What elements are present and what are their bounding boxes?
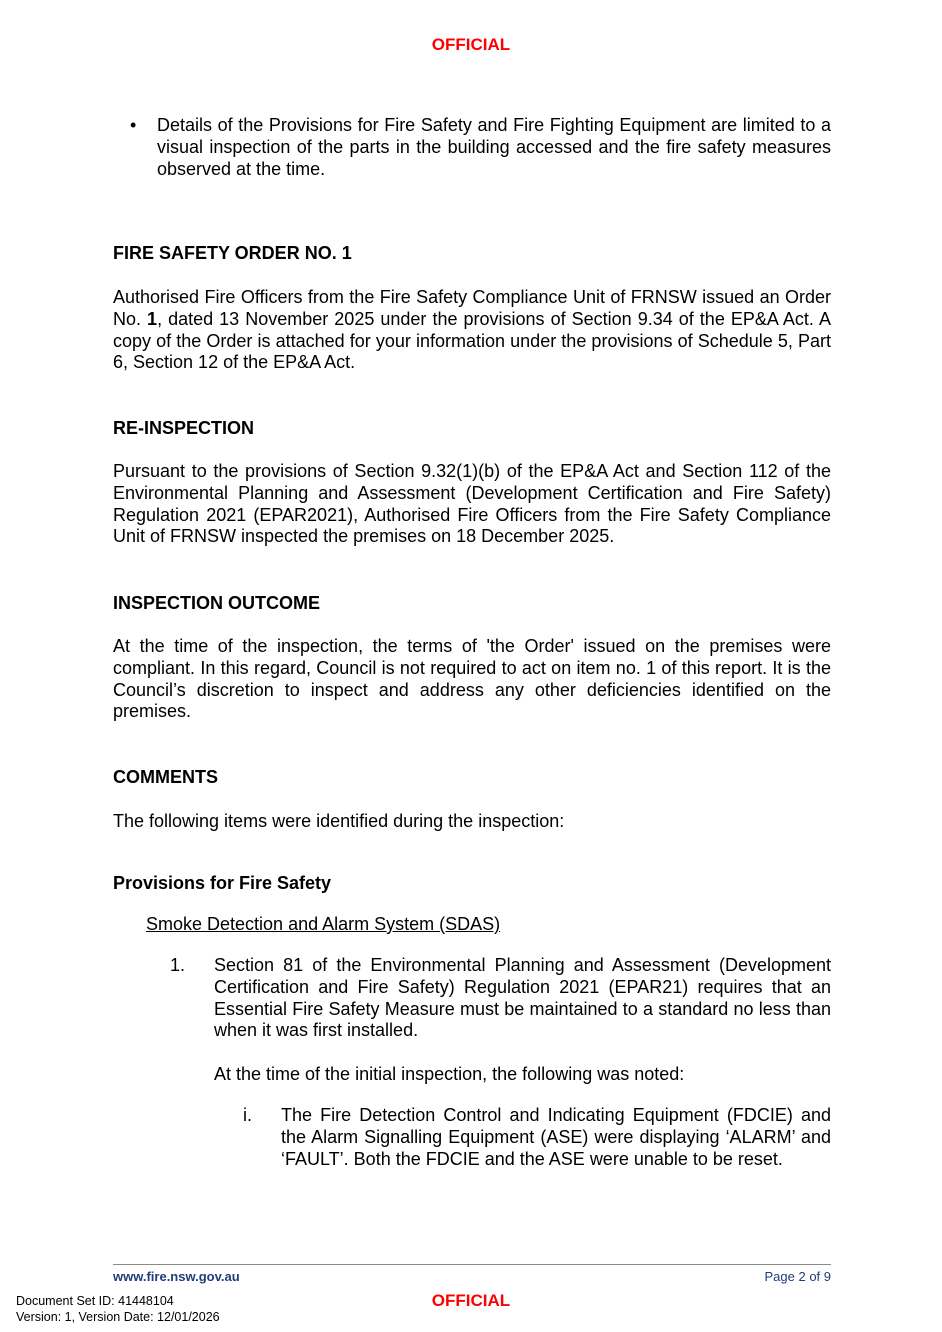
classification-header: OFFICIAL — [431, 35, 511, 54]
footer-divider — [113, 1264, 831, 1265]
subitem-number: i. — [243, 1105, 252, 1125]
section-heading-comments: COMMENTS — [113, 767, 218, 787]
document-version: Version: 1, Version Date: 12/01/2026 — [16, 1310, 220, 1324]
footer-url: www.fire.nsw.gov.au — [113, 1269, 240, 1284]
section-heading-reinspection: RE-INSPECTION — [113, 418, 255, 438]
section-body-outcome: At the time of the inspection, the terms of 'the Order' issued on the premises were compliant. In this regard, Council is not required to act on item no. 1 of this report. It is the Council’s discretion to inspect and address any other deficiencies identified on the premises. — [113, 636, 831, 722]
section-heading-order: FIRE SAFETY ORDER NO. 1 — [113, 243, 352, 263]
subitem-text: The Fire Detection Control and Indicating Equipment (FDCIE) and the Alarm Signalling Equipment (ASE) were displaying ‘ALARM’ and ‘FAULT’. Both the FDCIE and the ASE were unable to be reset. — [281, 1105, 831, 1169]
section-body-reinspection: Pursuant to the provisions of Section 9.32(1)(b) of the EP&A Act and Section 112 of the Environmental Planning and Assessment (Development Certification and Fire Safety) Regulation 2021 (EPAR2021), Authorised Fire Officers from the Fire Safety Compliance Unit of FRNSW inspected the premises on 18 December 2025. — [113, 461, 831, 547]
provisions-heading: Provisions for Fire Safety — [113, 873, 332, 893]
footer-page-number: Page 2 of 9 — [764, 1269, 831, 1284]
provisions-subheading: Smoke Detection and Alarm System (SDAS) — [146, 914, 501, 934]
classification-footer: OFFICIAL — [431, 1291, 511, 1310]
bullet-icon: • — [130, 115, 137, 135]
order-number: 1 — [147, 308, 158, 329]
section-body-comments: The following items were identified during the inspection: — [113, 811, 565, 831]
intro-bullet-text: Details of the Provisions for Fire Safety and Fire Fighting Equipment are limited to a visual inspection of the parts in the building accessed and the fire safety measures observed at the time. — [157, 115, 831, 179]
item-number: 1. — [170, 955, 186, 975]
noted-text: At the time of the initial inspection, the following was noted: — [214, 1064, 685, 1084]
item-text: Section 81 of the Environmental Planning and Assessment (Development Certification and Fire Safety) Regulation 2021 (EPAR21) requires that an Essential Fire Safety Measure must be maintained to a standard no less than when it was first installed. — [214, 955, 831, 1041]
document-set-id: Document Set ID: 41448104 — [16, 1294, 174, 1308]
section-body-order: Authorised Fire Officers from the Fire Safety Compliance Unit of FRNSW issued an Order No. 1, dated 13 November 2025 under the provisions of Section 9.34 of the EP&A Act. A copy of the Order is attached for your information under the provisions of Schedule 5, Part 6, Section 12 of the EP&A Act. — [113, 287, 831, 373]
section-heading-outcome: INSPECTION OUTCOME — [113, 593, 321, 613]
